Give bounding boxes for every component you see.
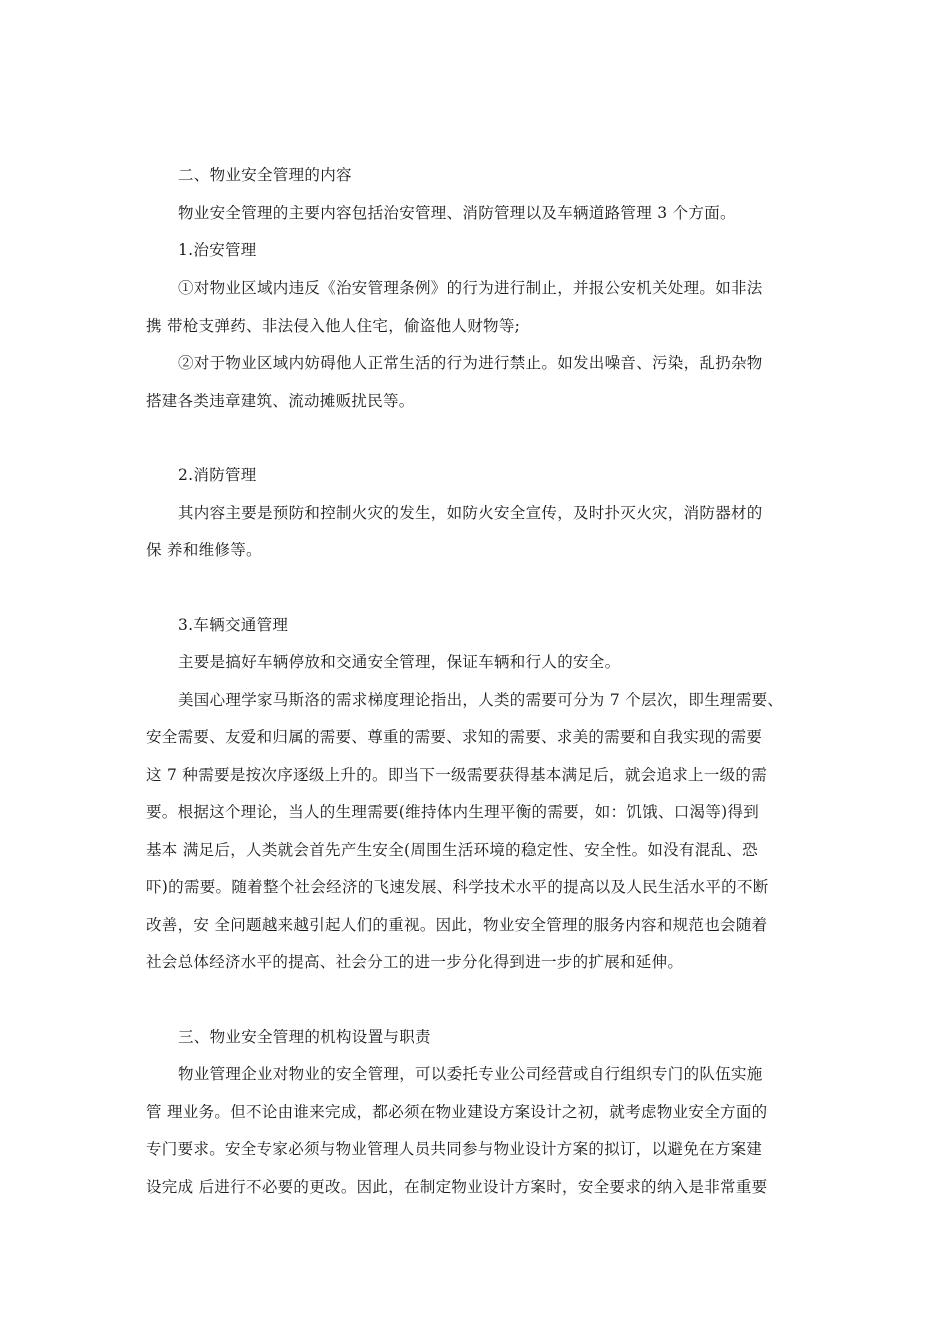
subheading-public-security: 1.治安管理 — [178, 241, 257, 259]
paragraph-line: 吓)的需要。随着整个社会经济的飞速发展、科学技术水平的提高以及人民生活水平的不断 — [146, 878, 769, 896]
paragraph-line: 保 养和维修等。 — [146, 541, 262, 559]
paragraph-line: 要。根据这个理论，当人的生理需要(维持体内生理平衡的需要，如：饥饿、口渴等)得到 — [146, 803, 760, 821]
paragraph-line: 搭建各类违章建筑、流动摊贩扰民等。 — [146, 392, 415, 410]
paragraph-line: 安全需要、友爱和归属的需要、尊重的需要、求知的需要、求美的需要和自我实现的需要 — [146, 728, 763, 746]
paragraph-line: 这 7 种需要是按次序逐级上升的。即当下一级需要获得基本满足后，就会追求上一级的需 — [146, 766, 768, 784]
paragraph-line: 携 带枪支弹药、非法侵入他人住宅，偷盗他人财物等; — [146, 317, 521, 335]
section-heading-organization: 三、物业安全管理的机构设置与职责 — [178, 1028, 431, 1046]
paragraph-line: 社会总体经济水平的提高、社会分工的进一步分化得到进一步的扩展和延伸。 — [146, 953, 684, 971]
subheading-fire-safety: 2.消防管理 — [178, 466, 257, 484]
paragraph-line: 物业管理企业对物业的安全管理，可以委托专业公司经营或自行组织专门的队伍实施 — [178, 1065, 763, 1083]
section-heading-content: 二、物业安全管理的内容 — [178, 166, 352, 184]
paragraph-line: 物业安全管理的主要内容包括治安管理、消防管理以及车辆道路管理 3 个方面。 — [178, 204, 736, 222]
paragraph-line: 改善，安 全问题越来越引起人们的重视。因此，物业安全管理的服务内容和规范也会随着 — [146, 916, 768, 934]
subheading-traffic: 3.车辆交通管理 — [178, 616, 289, 634]
paragraph-line: 主要是搞好车辆停放和交通安全管理，保证车辆和行人的安全。 — [178, 653, 621, 671]
paragraph-line: ①对物业区域内违反《治安管理条例》的行为进行制止，并报公安机关处理。如非法 — [178, 279, 763, 297]
paragraph-line: 设完成 后进行不必要的更改。因此，在制定物业设计方案时，安全要求的纳入是非常重要 — [146, 1178, 768, 1196]
paragraph-line: 其内容主要是预防和控制火灾的发生，如防火安全宣传，及时扑灭火灾，消防器材的 — [178, 504, 763, 522]
paragraph-line: 基本 满足后，人类就会首先产生安全(周围生活环境的稳定性、安全性。如没有混乱、恐 — [146, 841, 758, 859]
paragraph-line: 美国心理学家马斯洛的需求梯度理论指出，人类的需要可分为 7 个层次，即生理需要、 — [178, 691, 784, 709]
paragraph-line: 管 理业务。但不论由谁来完成，都必须在物业建设方案设计之初，就考虑物业安全方面的 — [146, 1103, 768, 1121]
paragraph-line: ②对于物业区域内妨碍他人正常生活的行为进行禁止。如发出噪音、污染，乱扔杂物 — [178, 354, 763, 372]
paragraph-line: 专门要求。安全专家必须与物业管理人员共同参与物业设计方案的拟订，以避免在方案建 — [146, 1140, 763, 1158]
